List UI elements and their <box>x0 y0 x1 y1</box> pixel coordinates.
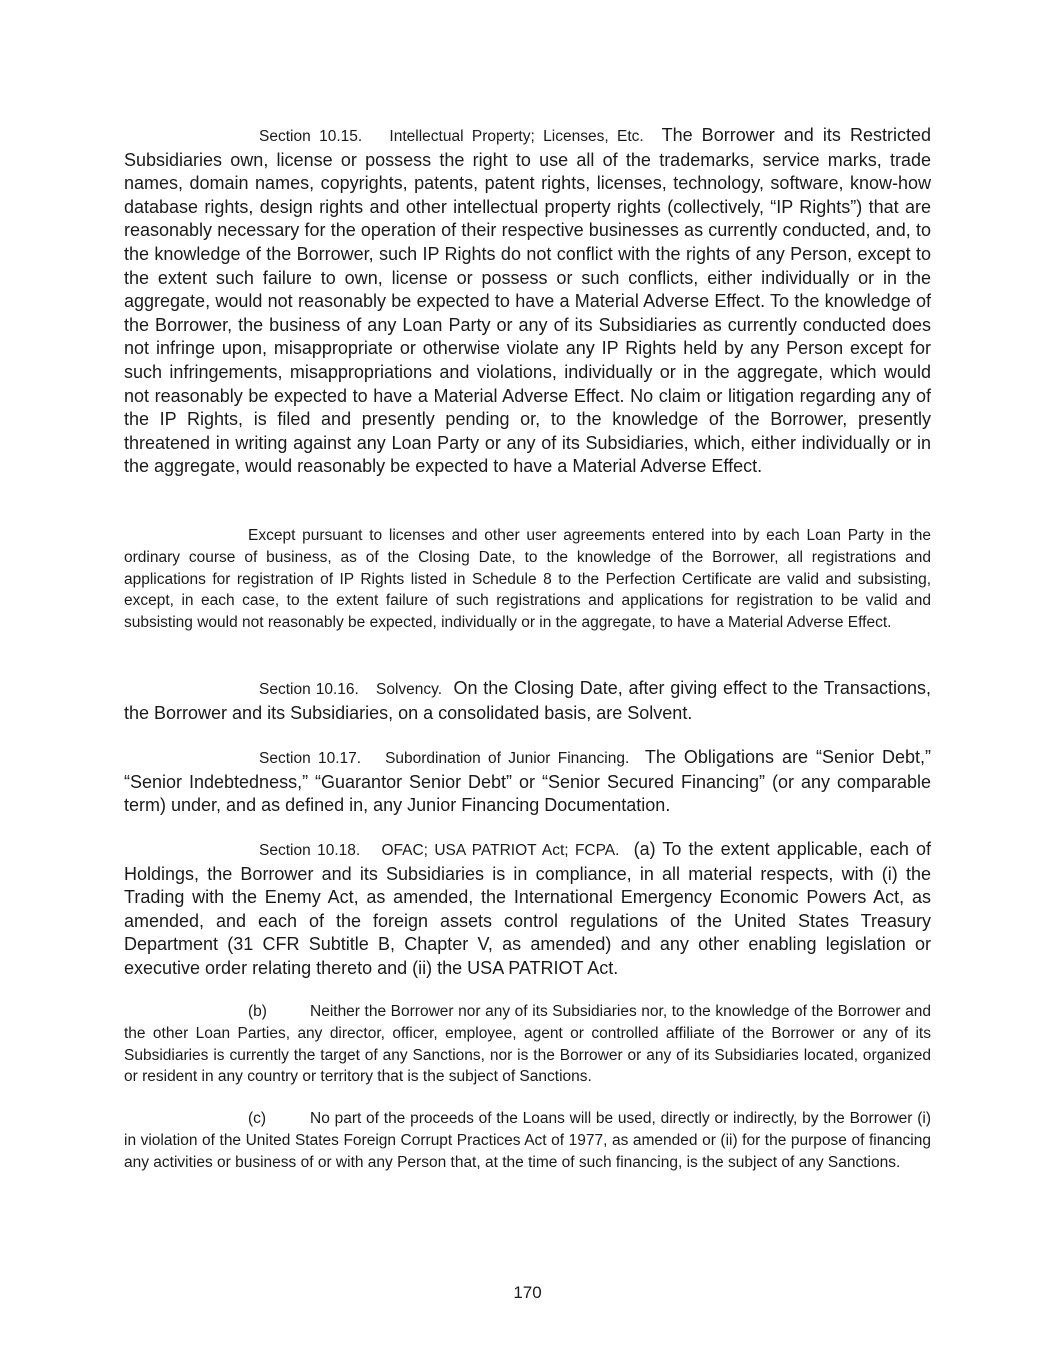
section-10-18-c-body: No part of the proceeds of the Loans will be used, directly or indirectly, by the Borrower (i) in violation of the United States Foreign Corrupt Practices Act of 1977, as amended or (ii) for the purpose of financing any activities or business of or with any Person that, at the time of such financing, is the subject of any Sanctions. <box>124 1110 931 1171</box>
section-10-18-c-label: (c) <box>248 1110 267 1127</box>
section-10-15-body: The Borrower and its Restricted Subsidiaries own, license or possess the right to use all of the trademarks, service marks, trade names, domain names, copyrights, patents, patent rights, licenses, technology, software, know-how database rights, design rights and other intellectual property rights (collectively, “IP Rights”) that are reasonably necessary for the operation of their respective businesses as currently conducted, and, to the knowledge of the Borrower, such IP Rights do not conflict with the rights of any Person, except to the extent such failure to own, license or possess or such conflicts, either individually or in the aggregate, would not reasonably be expected to have a Material Adverse Effect. To the knowledge of the Borrower, the business of any Loan Party or any of its Subsidiaries as currently conducted does not infringe upon, misappropriate or otherwise violate any IP Rights held by any Person except for such infringements, misappropriations and violations, individually or in the aggregate, which would not reasonably be expected to have a Material Adverse Effect. No claim or litigation regarding any of the IP Rights, is filed and presently pending or, to the knowledge of the Borrower, presently threatened in writing against any Loan Party or any of its Subsidiaries, which, either individually or in the aggregate, would reasonably be expected to have a Material Adverse Effect. <box>124 125 931 477</box>
section-10-17-title: Subordination of Junior Financing. <box>385 750 630 767</box>
section-10-16-paragraph <box>124 677 931 725</box>
section-10-18-b-body: Neither the Borrower nor any of its Subsidiaries nor, to the knowledge of the Borrower and the other Loan Parties, any director, officer, employee, agent or controlled affiliate of the Borrower or any of its Subsidiaries is currently the target of any Sanctions, nor is the Borrower or any of its Subsidiaries located, organized or resident in any country or territory that is the subject of Sanctions. <box>124 1003 931 1086</box>
section-10-15-title: Intellectual Property; Licenses, Etc. <box>389 128 644 145</box>
section-10-16-label: Section 10.16. <box>259 681 359 698</box>
section-10-18-c-paragraph <box>124 1108 931 1173</box>
section-10-18-paragraph <box>124 838 931 981</box>
section-10-15-label: Section 10.15. <box>259 128 363 145</box>
section-10-16-title: Solvency. <box>376 681 443 698</box>
section-10-17-label: Section 10.17. <box>259 750 362 767</box>
section-10-18-b-paragraph <box>124 1001 931 1088</box>
section-10-18-body: (a) To the extent applicable, each of Holdings, the Borrower and its Subsidiaries is in compliance, in all material respects, with (i) the Trading with the Enemy Act, as amended, the International Emergency Economic Powers Act, as amended, and each of the foreign assets control regulations of the United States Treasury Department (31 CFR Subtitle B, Chapter V, as amended) and any other enabling legislation or executive order relating thereto and (ii) the USA PATRIOT Act. <box>124 839 931 978</box>
section-10-18-title: OFAC; USA PATRIOT Act; FCPA. <box>381 842 620 859</box>
page-number: 170 <box>513 1283 542 1302</box>
section-10-18-label: Section 10.18. <box>259 842 361 859</box>
section-10-18-b-label: (b) <box>248 1003 267 1020</box>
section-10-15-second-paragraph <box>124 525 931 634</box>
section-10-15-body-2: Except pursuant to licenses and other user agreements entered into by each Loan Party in the ordinary course of business, as of the Closing Date, to the knowledge of the Borrower, all registrations and applications for registration of IP Rights listed in Schedule 8 to the Perfection Certificate are valid and subsisting, except, in each case, to the extent failure of such registrations and applications for registration to be valid and subsisting would not reasonably be expected, individually or in the aggregate, to have a Material Adverse Effect. <box>124 527 931 632</box>
section-10-15-paragraph <box>124 124 931 479</box>
section-10-16-body: On the Closing Date, after giving effect to the Transactions, the Borrower and its Subsidiaries, on a consolidated basis, are Solvent. <box>124 678 931 723</box>
section-10-17-body: The Obligations are “Senior Debt,” “Senior Indebtedness,” “Guarantor Senior Debt” or “Senior Secured Financing” (or any comparable term) under, and as defined in, any Junior Financing Documentation. <box>124 747 931 816</box>
section-10-17-paragraph <box>124 746 931 818</box>
